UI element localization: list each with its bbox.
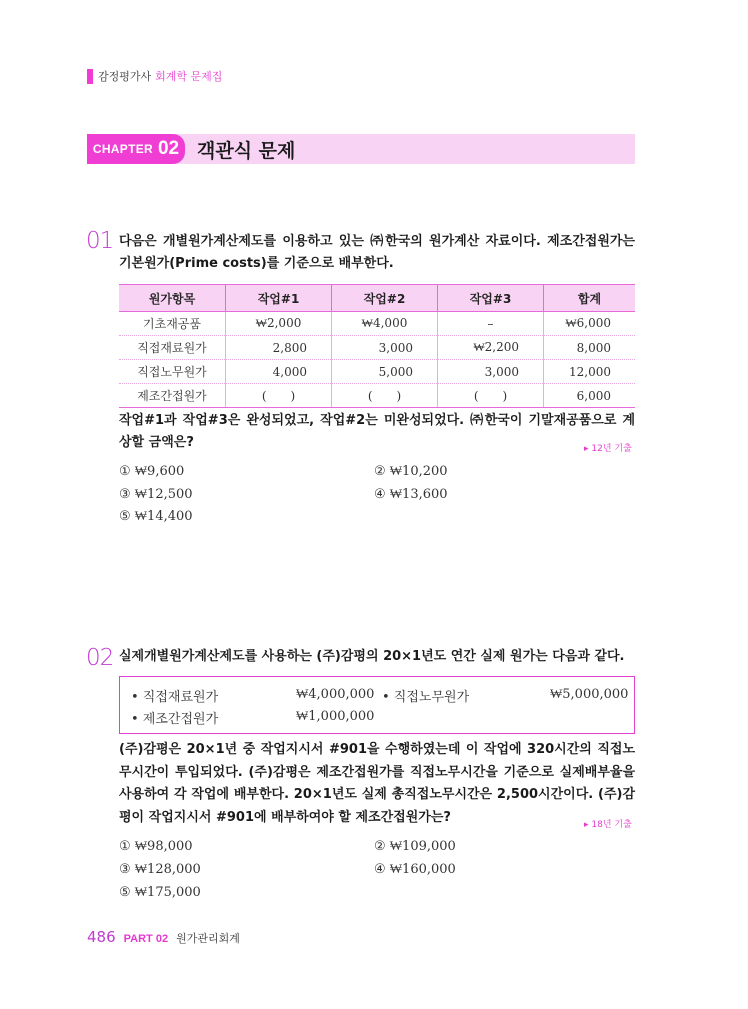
chapter-banner	[87, 134, 635, 164]
page-number: 486	[87, 928, 116, 946]
table-row	[119, 360, 635, 384]
table-cell: 5,000	[332, 360, 438, 384]
table-cell: 12,000	[544, 360, 636, 384]
table-cell: 3,000	[438, 360, 544, 384]
table-cell: 6,000	[544, 384, 636, 408]
question-1-source: ▸ 12년 기출	[584, 444, 632, 454]
box-item-label: • 제조간접원가	[131, 712, 219, 727]
table-cell: ( )	[332, 384, 438, 408]
question-2-source: ▸ 18년 기출	[584, 820, 632, 830]
question-1-prompt: 작업#1과 작업#3은 완성되었고, 작업#2는 미완성되었다. ㈜한국이 기말재공품으로 계상할 금액은?	[119, 413, 635, 450]
row-label: 기초재공품	[119, 312, 226, 336]
part-title: 원가관리회계	[176, 932, 240, 945]
table-cell: ( )	[226, 384, 332, 408]
box-item-value: ₩1,000,000	[296, 709, 375, 724]
q2-option-3[interactable]: ③ ₩128,000	[119, 862, 201, 877]
cost-data-box	[119, 676, 635, 734]
table-row	[119, 384, 635, 408]
q2-option-4[interactable]: ④ ₩160,000	[374, 862, 456, 877]
q1-option-1[interactable]: ① ₩9,600	[119, 464, 185, 479]
table-cell: ₩2,000	[226, 312, 332, 336]
header-marker	[87, 69, 93, 84]
question-2-text: 실제개별원가계산제도를 사용하는 (주)감평의 20×1년도 연간 실제 원가는 다음과 같다.	[119, 649, 625, 664]
question-1-number: 01	[86, 228, 114, 254]
q2-option-2[interactable]: ② ₩109,000	[374, 839, 456, 854]
table-cell: ₩4,000	[332, 312, 438, 336]
question-2-number: 02	[86, 645, 114, 671]
header-cell: 합계	[544, 285, 636, 312]
header-cell: 작업#3	[438, 285, 544, 312]
header-cell: 원가항목	[119, 285, 226, 312]
row-label: 직접재료원가	[119, 336, 226, 360]
header-subject: 회계학 문제집	[155, 70, 223, 83]
question-2-prompt: (주)감평은 20×1년 중 작업지시서 #901을 수행하였는데 이 작업에 320시간의 직접노무시간이 투입되었다. (주)감평은 제조간접원가를 직접노무시간을 기준으로 실제배부율을 사용하여 각 작업에 배부한다. 20×1년도 실제 총직접노무시간은 2,500시간이다. (주)감평이 작업지시서 #901에 배부하여야 할 제조간접원가는?	[119, 742, 635, 825]
q1-option-5[interactable]: ⑤ ₩14,400	[119, 509, 193, 524]
table-cell: 2,800	[226, 336, 332, 360]
box-item-value: ₩4,000,000	[296, 687, 375, 702]
cost-table-header-row	[119, 285, 635, 312]
table-cell: 3,000	[332, 336, 438, 360]
page-footer	[87, 928, 240, 946]
box-item-label: • 직접재료원가	[131, 690, 219, 705]
table-cell: 8,000	[544, 336, 636, 360]
q1-option-3[interactable]: ③ ₩12,500	[119, 487, 193, 502]
row-label: 제조간접원가	[119, 384, 226, 408]
q2-option-5[interactable]: ⑤ ₩175,000	[119, 885, 201, 900]
cost-table	[119, 284, 635, 408]
running-header	[87, 68, 222, 84]
row-label: 직접노무원가	[119, 360, 226, 384]
chapter-number: 02	[157, 138, 180, 159]
header-book-title: 감정평가사	[98, 70, 152, 83]
table-row	[119, 312, 635, 336]
table-cell: 4,000	[226, 360, 332, 384]
question-1-text: 다음은 개별원가계산제도를 이용하고 있는 ㈜한국의 원가계산 자료이다. 제조간접원가는 기본원가(Prime costs)를 기준으로 배부한다.	[119, 234, 635, 271]
header-cell: 작업#1	[226, 285, 332, 312]
box-item-value: ₩5,000,000	[550, 687, 629, 702]
part-label: PART 02	[123, 933, 169, 945]
chapter-word: CHAPTER	[92, 142, 153, 156]
table-cell: ₩2,200	[438, 336, 544, 360]
table-cell: –	[438, 312, 544, 336]
q1-option-2[interactable]: ② ₩10,200	[374, 464, 448, 479]
table-cell: ₩6,000	[544, 312, 636, 336]
q1-option-4[interactable]: ④ ₩13,600	[374, 487, 448, 502]
chapter-tag	[87, 134, 185, 164]
q2-option-1[interactable]: ① ₩98,000	[119, 839, 193, 854]
chapter-title: 객관식 문제	[197, 140, 296, 162]
table-cell: ( )	[438, 384, 544, 408]
header-cell: 작업#2	[332, 285, 438, 312]
table-row	[119, 336, 635, 360]
box-item-label: • 직접노무원가	[382, 690, 470, 705]
